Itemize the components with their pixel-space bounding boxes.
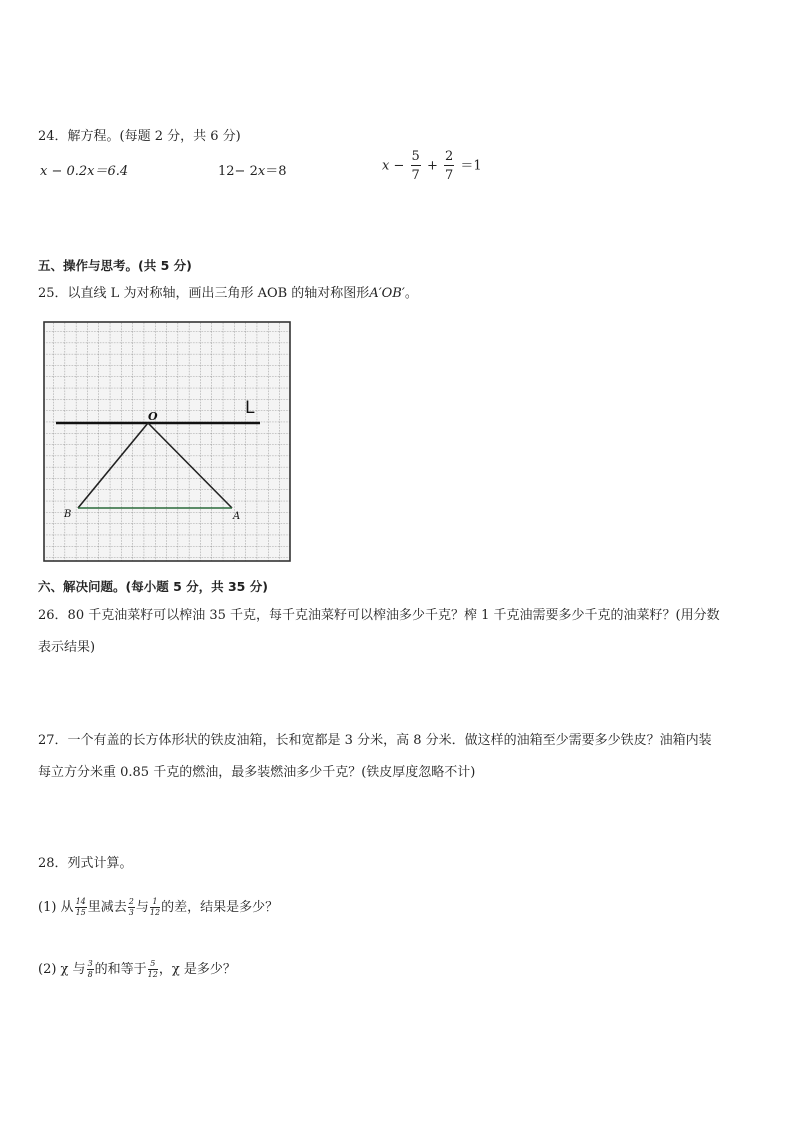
- equation-2-left: 12− 2: [218, 164, 258, 179]
- q27-line-1: 27．一个有盖的长方体形状的铁皮油箱，长和宽都是 3 分米，高 8 分米．做这样的油箱至少需要多少铁皮？油箱内装: [38, 733, 712, 748]
- fraction-numerator: 2: [445, 149, 454, 164]
- fraction-denominator: 3: [128, 908, 134, 917]
- grid-figure: [42, 320, 292, 563]
- q26-line-2: 表示结果): [38, 640, 96, 655]
- fraction-numerator: 2: [128, 897, 134, 906]
- equation-3-fraction-1: [411, 150, 421, 182]
- section-6-title: 六、解决问题。(每小题 5 分，共 35 分): [38, 579, 268, 594]
- equation-3-result: ＝1: [460, 158, 482, 174]
- q25-text: [38, 282, 418, 301]
- equation-2-right: ＝8: [265, 164, 287, 179]
- q24-title: 24．解方程。(每题 2 分，共 6 分): [38, 129, 241, 144]
- fraction-numerator: 14: [75, 897, 86, 906]
- fraction-denominator: 8: [87, 970, 93, 979]
- fraction-denominator: 7: [411, 168, 420, 183]
- fraction-denominator: 12: [147, 970, 158, 979]
- q28-part-1-text-a: (1) 从: [38, 900, 74, 915]
- fraction-denominator: 7: [445, 168, 454, 183]
- equation-3-fraction-2: [444, 150, 454, 182]
- fraction-denominator: 12: [149, 908, 161, 917]
- equation-3-var: x: [382, 158, 390, 174]
- q28-part-1-text-c: 与: [135, 900, 149, 915]
- fraction-5-12: [148, 960, 158, 979]
- section-5-title: 五、操作与思考。(共 5 分): [38, 258, 192, 273]
- q28-part-2-text-c: ，χ 是多少？: [158, 962, 236, 977]
- q25-end: 。: [404, 286, 418, 301]
- fraction-numerator: 5: [411, 149, 420, 164]
- q25-figure-label: A′OB′: [369, 286, 405, 301]
- fraction-1-12: [150, 898, 160, 917]
- label-a: A: [233, 511, 241, 522]
- equation-2: [218, 160, 286, 179]
- grid-svg: [42, 320, 292, 563]
- fraction-numerator: 3: [87, 959, 93, 968]
- q28-part-1-text-d: 的差，结果是多少？: [161, 900, 279, 915]
- fraction-numerator: 1: [150, 898, 160, 908]
- fraction-numerator: 5: [148, 960, 158, 970]
- fraction-14-15: [75, 898, 87, 917]
- q28-part-1-text-b: 里减去: [87, 900, 127, 915]
- q28-title: 28．列式计算。: [38, 856, 133, 871]
- equation-1: x − 0.2x＝6.4: [40, 164, 129, 179]
- q28-part-2: [38, 958, 236, 979]
- equation-3: [382, 150, 482, 182]
- fraction-2-3: [128, 898, 135, 917]
- q28-part-2-text-b: 的和等于: [94, 962, 147, 977]
- q25-instruction: 25．以直线 L 为对称轴，画出三角形 AOB 的轴对称图形: [38, 286, 370, 301]
- label-o: O: [148, 410, 158, 423]
- q26-line-1: 26．80 千克油菜籽可以榨油 35 千克，每千克油菜籽可以榨油多少千克？榨 1 千克油需要多少千克的油菜籽？(用分数: [38, 608, 720, 623]
- q27-line-2: 每立方分米重 0.85 千克的燃油，最多装燃油多少千克？(铁皮厚度忽略不计): [38, 765, 476, 780]
- label-l: L: [245, 398, 255, 418]
- equation-3-plus: +: [426, 158, 438, 174]
- q28-part-1: [38, 896, 278, 917]
- fraction-denominator: 15: [75, 908, 86, 917]
- fraction-3-8: [87, 960, 94, 979]
- equation-3-minus: −: [393, 158, 405, 174]
- label-b: B: [64, 509, 72, 520]
- equation-2-var: x: [257, 164, 266, 179]
- q28-part-2-text-a: (2) χ 与: [38, 962, 86, 977]
